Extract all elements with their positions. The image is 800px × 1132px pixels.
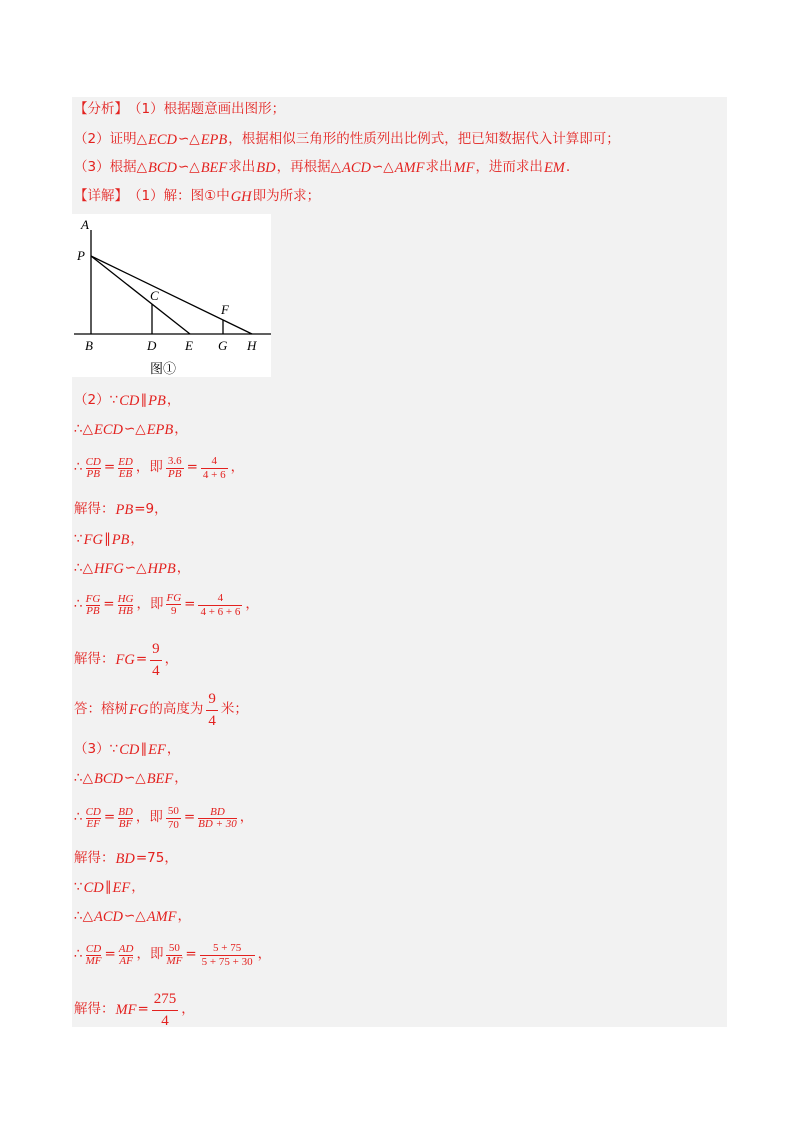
fraction: [86, 457, 101, 480]
fraction-numerator: CD: [85, 455, 101, 468]
fraction-numerator: AD: [118, 942, 134, 955]
fraction-denominator: 5 + 75 + 30: [201, 955, 253, 968]
fraction-numerator: 9: [150, 642, 162, 661]
text-run: ∴△: [74, 421, 93, 438]
fraction: [166, 943, 182, 967]
math-variable: ACD: [342, 159, 371, 176]
math-variable: BCD: [93, 770, 123, 787]
math-variable: BD: [256, 159, 276, 176]
text-run: ∽△: [177, 159, 200, 176]
text-run: 解得：: [74, 850, 115, 867]
text-run: =: [183, 809, 196, 826]
math-variable: FG: [129, 701, 149, 718]
text-run: 的高度为: [149, 701, 204, 718]
text-run: 求出: [425, 159, 453, 176]
text-run: ∥: [140, 741, 148, 758]
fraction-denominator: 4: [152, 662, 160, 679]
text-run: =9，: [134, 501, 168, 518]
solution-line: [74, 986, 195, 1034]
math-variable: EPB: [146, 421, 174, 438]
text-run: ，: [181, 1001, 195, 1018]
solution-line: [74, 127, 620, 153]
label-f: F: [221, 302, 229, 317]
math-variable: ECD: [147, 131, 177, 148]
text-run: ∽△: [177, 131, 200, 148]
text-run: ，: [257, 946, 272, 963]
fraction-numerator: BD: [118, 805, 133, 818]
math-variable: PB: [115, 501, 134, 518]
label-e: E: [185, 338, 193, 353]
solution-line: [74, 875, 145, 901]
fraction-denominator: 4 + 6: [202, 468, 226, 481]
solution-line: [74, 448, 244, 488]
text-run: =75，: [135, 850, 178, 867]
fraction-denominator: 9: [171, 605, 177, 617]
text-run: ，再根据△: [276, 159, 341, 176]
solution-line: [74, 388, 180, 414]
math-variable: CD: [119, 392, 140, 409]
fraction: [86, 594, 101, 617]
text-run: ∽△: [124, 560, 147, 577]
text-run: 解得：: [74, 1001, 115, 1018]
fraction: [118, 594, 134, 617]
fraction-numerator: 4: [198, 593, 242, 606]
fraction-numerator: 4: [201, 456, 228, 469]
text-run: ，: [174, 770, 188, 787]
text-run: （2）证明△: [74, 131, 147, 148]
solution-line: [74, 527, 144, 553]
text-run: ，: [174, 421, 188, 438]
math-variable: BD: [115, 850, 135, 867]
text-run: ，: [239, 809, 254, 826]
text-run: 求出: [228, 159, 256, 176]
solution-line: [74, 766, 188, 792]
fraction: [118, 807, 133, 830]
text-run: ，根据相似三角形的性质列出比例式，把已知数据代入计算即可；: [228, 131, 620, 148]
label-h: H: [247, 338, 257, 353]
fraction-numerator: 50: [167, 804, 179, 817]
fraction: [166, 593, 181, 617]
text-run: ∴△: [74, 908, 93, 925]
text-run: ，进而求出: [475, 159, 543, 176]
solution-line: [74, 737, 180, 763]
fraction-denominator: HB: [118, 604, 133, 617]
text-run: =: [184, 596, 196, 613]
text-run: ∴: [74, 946, 83, 963]
fraction: [198, 593, 242, 618]
text-run: =: [104, 946, 116, 963]
math-variable: HPB: [147, 560, 176, 577]
math-variable: EF: [148, 741, 166, 758]
math-variable: PB: [111, 531, 130, 548]
math-variable: FG: [115, 651, 135, 668]
text-run: ，即: [136, 946, 164, 963]
fraction-denominator: 70: [167, 818, 179, 831]
fraction-numerator: 5 + 75: [200, 943, 255, 956]
text-run: .: [565, 159, 571, 176]
math-variable: HFG: [93, 560, 124, 577]
solution-line: [74, 798, 253, 838]
fraction-numerator: HG: [117, 592, 134, 605]
text-run: ，: [177, 908, 191, 925]
text-run: ，即: [135, 459, 163, 476]
fraction-denominator: PB: [168, 468, 182, 480]
solution-line: [74, 636, 178, 684]
fraction-denominator: PB: [86, 604, 100, 617]
text-run: =: [135, 651, 148, 668]
fraction: [152, 992, 179, 1029]
text-run: =: [185, 946, 197, 963]
text-run: ∽△: [123, 908, 146, 925]
fraction-numerator: FG: [85, 592, 101, 605]
solution-line: [74, 935, 271, 975]
text-run: =: [137, 1001, 149, 1018]
solution-line: [74, 184, 320, 210]
fraction-numerator: ED: [118, 455, 133, 468]
fraction: [198, 807, 237, 830]
fraction: [166, 456, 184, 480]
fraction-denominator: EB: [118, 467, 133, 480]
fraction-numerator: FG: [166, 592, 182, 604]
text-run: ，: [176, 560, 191, 577]
fraction-denominator: EF: [86, 817, 100, 830]
text-run: （1）解：图①中: [128, 188, 230, 205]
text-run: ∴△: [74, 770, 93, 787]
fraction-numerator: CD: [85, 805, 101, 818]
math-variable: ECD: [93, 421, 123, 438]
figure-caption: 图①: [150, 361, 177, 376]
text-run: ，: [245, 596, 259, 613]
text-run: 【分析】: [74, 101, 128, 118]
text-run: （2）∵: [74, 392, 119, 409]
fraction: [166, 806, 181, 831]
label-a: A: [81, 217, 89, 232]
fraction-denominator: AF: [119, 954, 133, 967]
text-run: ∽△: [123, 770, 146, 787]
fraction: [200, 943, 255, 968]
fraction-numerator: BD: [198, 807, 237, 819]
fraction: [86, 807, 101, 830]
text-run: =: [103, 809, 116, 826]
text-run: ，: [166, 741, 181, 758]
text-run: ∴△: [74, 560, 93, 577]
text-run: ，: [131, 879, 145, 896]
solution-line: [74, 904, 191, 930]
label-c: C: [150, 288, 159, 303]
solution-line: [74, 155, 570, 181]
text-run: ∽△: [372, 159, 394, 176]
label-g: G: [218, 338, 228, 353]
fraction-denominator: 4 + 6 + 6: [200, 605, 241, 618]
fraction: [118, 457, 133, 480]
text-run: 【详解】: [74, 188, 128, 205]
fraction-numerator: 9: [206, 692, 218, 711]
text-run: ，: [230, 459, 245, 476]
text-run: =: [103, 596, 115, 613]
fraction-denominator: 4: [161, 1012, 169, 1029]
text-run: 即为所求；: [252, 188, 321, 205]
fraction: [206, 692, 218, 729]
math-variable: MF: [115, 1001, 137, 1018]
math-variable: EF: [112, 879, 131, 896]
math-variable: BEF: [146, 770, 174, 787]
fraction-numerator: 50: [166, 943, 182, 956]
solution-line: [74, 97, 285, 123]
text-run: （1）根据题意画出图形；: [128, 101, 286, 118]
fraction: [201, 456, 228, 481]
fraction-denominator: MF: [85, 954, 102, 967]
text-run: ∴: [74, 596, 83, 613]
text-run: =: [103, 459, 116, 476]
math-variable: AMF: [146, 908, 177, 925]
text-run: 米；: [220, 701, 248, 718]
math-variable: BEF: [200, 159, 228, 176]
fraction: [86, 944, 102, 967]
solution-line: [74, 686, 248, 734]
text-run: ∥: [103, 531, 111, 548]
fraction-denominator: PB: [86, 467, 100, 480]
fraction: [150, 642, 162, 679]
math-variable: PB: [148, 392, 166, 409]
fraction-numerator: CD: [85, 942, 102, 955]
fraction-denominator: 4: [208, 712, 216, 729]
text-run: 解得：: [74, 651, 115, 668]
text-run: 解得：: [74, 501, 115, 518]
fraction-numerator: 275: [152, 992, 179, 1011]
math-variable: CD: [119, 741, 140, 758]
text-run: ，即: [135, 809, 163, 826]
text-run: ∥: [104, 879, 112, 896]
math-variable: EPB: [200, 131, 228, 148]
text-run: ∵: [74, 531, 83, 548]
text-run: ∴: [74, 459, 83, 476]
solution-line: [74, 417, 188, 443]
text-run: 答：榕树: [74, 701, 128, 718]
solution-line: [74, 497, 168, 523]
label-b: B: [85, 338, 93, 353]
text-run: ，即: [136, 596, 164, 613]
math-variable: ACD: [93, 908, 123, 925]
label-p: P: [77, 248, 85, 263]
math-variable: FG: [83, 531, 103, 548]
fraction-denominator: BF: [118, 817, 133, 830]
fraction-denominator: BD + 30: [198, 817, 237, 830]
solution-line: [74, 585, 259, 625]
math-variable: BCD: [147, 159, 177, 176]
text-run: =: [186, 459, 198, 476]
text-run: ∴: [74, 809, 83, 826]
fraction: [119, 944, 134, 967]
text-run: ∽△: [123, 421, 146, 438]
math-variable: MF: [453, 159, 475, 176]
fraction-denominator: MF: [166, 955, 183, 967]
text-run: ∵: [74, 879, 83, 896]
fraction-numerator: 3.6: [167, 455, 182, 467]
math-variable: AMF: [394, 159, 425, 176]
text-run: ，: [164, 651, 179, 668]
text-run: ，: [130, 531, 144, 548]
solution-line: [74, 556, 190, 582]
solution-line: [74, 846, 178, 872]
math-variable: EM: [543, 159, 565, 176]
math-variable: CD: [83, 879, 104, 896]
text-run: ，: [166, 392, 181, 409]
math-variable: GH: [230, 188, 252, 205]
label-d: D: [147, 338, 157, 353]
text-run: ∥: [140, 392, 148, 409]
text-run: （3）根据△: [74, 159, 147, 176]
text-run: （3）∵: [74, 741, 119, 758]
